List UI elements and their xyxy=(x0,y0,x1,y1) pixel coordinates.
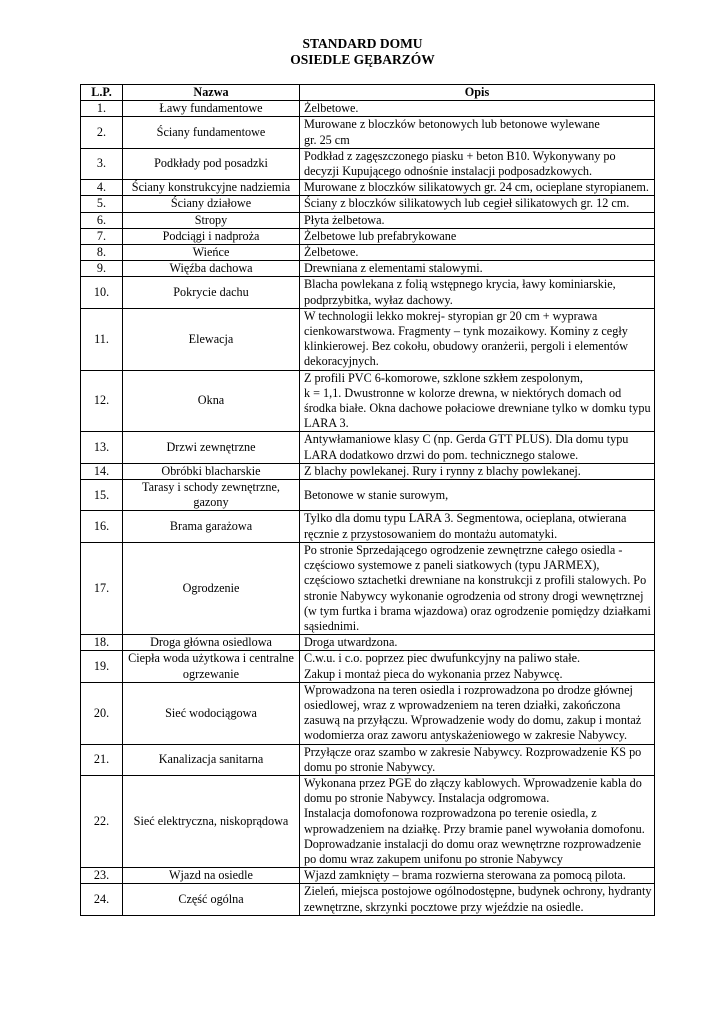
row-description: Droga utwardzona. xyxy=(300,635,655,651)
table-row xyxy=(81,884,655,915)
row-description: Żelbetowe lub prefabrykowane xyxy=(300,228,655,244)
row-number: 16. xyxy=(81,511,123,542)
row-description: Blacha powlekana z folią wstępnego krycia, ławy kominiarskie, podprzybitka, wyłaz dachowy. xyxy=(300,277,655,308)
document-title: STANDARD DOMU xyxy=(302,36,423,51)
row-number: 22. xyxy=(81,775,123,867)
row-number: 13. xyxy=(81,432,123,463)
row-description: Ściany z bloczków silikatowych lub cegieł silikatowych gr. 12 cm. xyxy=(300,196,655,212)
row-number: 11. xyxy=(81,308,123,370)
row-number: 8. xyxy=(81,245,123,261)
table-row xyxy=(81,277,655,308)
table-row xyxy=(81,868,655,884)
row-description: Podkład z zagęszczonego piasku + beton B10. Wykonywany po decyzji Kupującego odnośnie instalacji podposadzkowych. xyxy=(300,148,655,179)
row-description: Po stronie Sprzedającego ogrodzenie zewnętrzne całego osiedla - częściowo systemowe z paneli siatkowych (typu JARMEX), częściowo sztachetki drewniane na konstrukcji z profili stalowych. Po stronie Nabywcy wykonanie ogrodzenia od strony drogi wewnętrznej (w tym furtka i brama wjazdowa) oraz ogrodzenie pomiędzy działkami sąsiednimi. xyxy=(300,542,655,634)
row-number: 1. xyxy=(81,101,123,117)
row-name: Ściany konstrukcyjne nadziemia xyxy=(123,180,300,196)
table-row xyxy=(81,101,655,117)
row-description: Płyta żelbetowa. xyxy=(300,212,655,228)
row-number: 5. xyxy=(81,196,123,212)
row-number: 3. xyxy=(81,148,123,179)
table-row xyxy=(81,148,655,179)
table-row xyxy=(81,370,655,432)
row-description: Wprowadzona na teren osiedla i rozprowadzona po drodze głównej osiedlowej, wraz z wprowadzeniem na teren działki, zakończona zasuwą na przyłączu. Wprowadzenie wody do domu, zakup i montaż wodomierza oraz zaworu antyskażeniowego w zakresie Nabywcy. xyxy=(300,682,655,744)
row-name: Sieć elektryczna, niskoprądowa xyxy=(123,775,300,867)
header-nazwa: Nazwa xyxy=(123,85,300,101)
row-description: Z profili PVC 6-komorowe, szklone szkłem zespolonym, k = 1,1. Dwustronne w kolorze drewna, w niektórych domach od środka białe. Okna dachowe połaciowe drewniane tylko w domku typu LARA 3. xyxy=(300,370,655,432)
row-name: Droga główna osiedlowa xyxy=(123,635,300,651)
row-number: 14. xyxy=(81,463,123,479)
row-name: Ławy fundamentowe xyxy=(123,101,300,117)
row-name: Podkłady pod posadzki xyxy=(123,148,300,179)
row-number: 2. xyxy=(81,117,123,148)
table-row xyxy=(81,744,655,775)
table-row xyxy=(81,180,655,196)
table-row xyxy=(81,228,655,244)
table-row xyxy=(81,432,655,463)
row-name: Elewacja xyxy=(123,308,300,370)
row-number: 17. xyxy=(81,542,123,634)
row-name: Ciepła woda użytkowa i centralne ogrzewanie xyxy=(123,651,300,682)
row-description: Z blachy powlekanej. Rury i rynny z blachy powlekanej. xyxy=(300,463,655,479)
row-number: 23. xyxy=(81,868,123,884)
table-row xyxy=(81,651,655,682)
row-description: Żelbetowe. xyxy=(300,101,655,117)
table-row xyxy=(81,245,655,261)
header-lp: L.P. xyxy=(81,85,123,101)
row-name: Ogrodzenie xyxy=(123,542,300,634)
row-name: Podciągi i nadproża xyxy=(123,228,300,244)
row-description: W technologii lekko mokrej- styropian gr 20 cm + wyprawa cienkowarstwowa. Fragmenty – tynk mozaikowy. Kominy z cegły klinkierowej. Bez cokołu, obudowy oranżerii, pergoli i elementów dekoracyjnych. xyxy=(300,308,655,370)
table-header-row xyxy=(81,85,655,101)
row-number: 24. xyxy=(81,884,123,915)
row-number: 12. xyxy=(81,370,123,432)
row-number: 19. xyxy=(81,651,123,682)
row-name: Wjazd na osiedle xyxy=(123,868,300,884)
table-row xyxy=(81,542,655,634)
row-number: 15. xyxy=(81,480,123,511)
row-name: Brama garażowa xyxy=(123,511,300,542)
row-number: 6. xyxy=(81,212,123,228)
table-row xyxy=(81,635,655,651)
table-row xyxy=(81,775,655,867)
row-description: C.w.u. i c.o. poprzez piec dwufunkcyjny na paliwo stałe. Zakup i montaż pieca do wykonania przez Nabywcę. xyxy=(300,651,655,682)
row-number: 20. xyxy=(81,682,123,744)
table-row xyxy=(81,196,655,212)
header-opis: Opis xyxy=(300,85,655,101)
row-number: 4. xyxy=(81,180,123,196)
table-row xyxy=(81,117,655,148)
standard-table xyxy=(80,84,655,916)
table-row xyxy=(81,511,655,542)
row-name: Wieńce xyxy=(123,245,300,261)
row-description: Murowane z bloczków silikatowych gr. 24 cm, ocieplane styropianem. xyxy=(300,180,655,196)
row-description: Betonowe w stanie surowym, xyxy=(300,480,655,511)
table-row xyxy=(81,212,655,228)
row-number: 18. xyxy=(81,635,123,651)
row-number: 21. xyxy=(81,744,123,775)
row-description: Żelbetowe. xyxy=(300,245,655,261)
row-description: Murowane z bloczków betonowych lub betonowe wylewane gr. 25 cm xyxy=(300,117,655,148)
row-name: Ściany fundamentowe xyxy=(123,117,300,148)
row-name: Obróbki blacharskie xyxy=(123,463,300,479)
row-number: 10. xyxy=(81,277,123,308)
row-name: Okna xyxy=(123,370,300,432)
row-name: Stropy xyxy=(123,212,300,228)
table-row xyxy=(81,480,655,511)
table-row xyxy=(81,463,655,479)
table-row xyxy=(81,682,655,744)
table-body xyxy=(81,101,655,916)
row-description: Wykonana przez PGE do złączy kablowych. Wprowadzenie kabla do domu po stronie Nabywcy. Instalacja odgromowa. Instalacja domofonowa rozprowadzona po terenie osiedla, z wprowadzeniem na działkę. Przy bramie panel wywołania domofonu. Doprowadzanie instalacji do domu oraz wewnętrzne rozprowadzenie po domu wraz zakupem unifonu po stronie Nabywcy xyxy=(300,775,655,867)
table-row xyxy=(81,308,655,370)
row-description: Wjazd zamknięty – brama rozwierna sterowana za pomocą pilota. xyxy=(300,868,655,884)
row-description: Przyłącze oraz szambo w zakresie Nabywcy. Rozprowadzenie KS po domu po stronie Nabywcy. xyxy=(300,744,655,775)
row-number: 7. xyxy=(81,228,123,244)
row-name: Więźba dachowa xyxy=(123,261,300,277)
table-row xyxy=(81,261,655,277)
document-subtitle: OSIEDLE GĘBARZÓW xyxy=(290,52,435,67)
row-name: Drzwi zewnętrzne xyxy=(123,432,300,463)
row-name: Pokrycie dachu xyxy=(123,277,300,308)
row-number: 9. xyxy=(81,261,123,277)
row-name: Ściany działowe xyxy=(123,196,300,212)
row-description: Antywłamaniowe klasy C (np. Gerda GTT PLUS). Dla domu typu LARA dodatkowo drzwi do pom. technicznego stalowe. xyxy=(300,432,655,463)
row-description: Zieleń, miejsca postojowe ogólnodostępne, budynek ochrony, hydranty zewnętrzne, skrzynki pocztowe przy wjeździe na osiedle. xyxy=(300,884,655,915)
row-name: Część ogólna xyxy=(123,884,300,915)
row-description: Drewniana z elementami stalowymi. xyxy=(300,261,655,277)
row-name: Sieć wodociągowa xyxy=(123,682,300,744)
row-description: Tylko dla domu typu LARA 3. Segmentowa, ocieplana, otwierana ręcznie z przystosowaniem do montażu automatyki. xyxy=(300,511,655,542)
row-name: Tarasy i schody zewnętrzne, gazony xyxy=(123,480,300,511)
row-name: Kanalizacja sanitarna xyxy=(123,744,300,775)
